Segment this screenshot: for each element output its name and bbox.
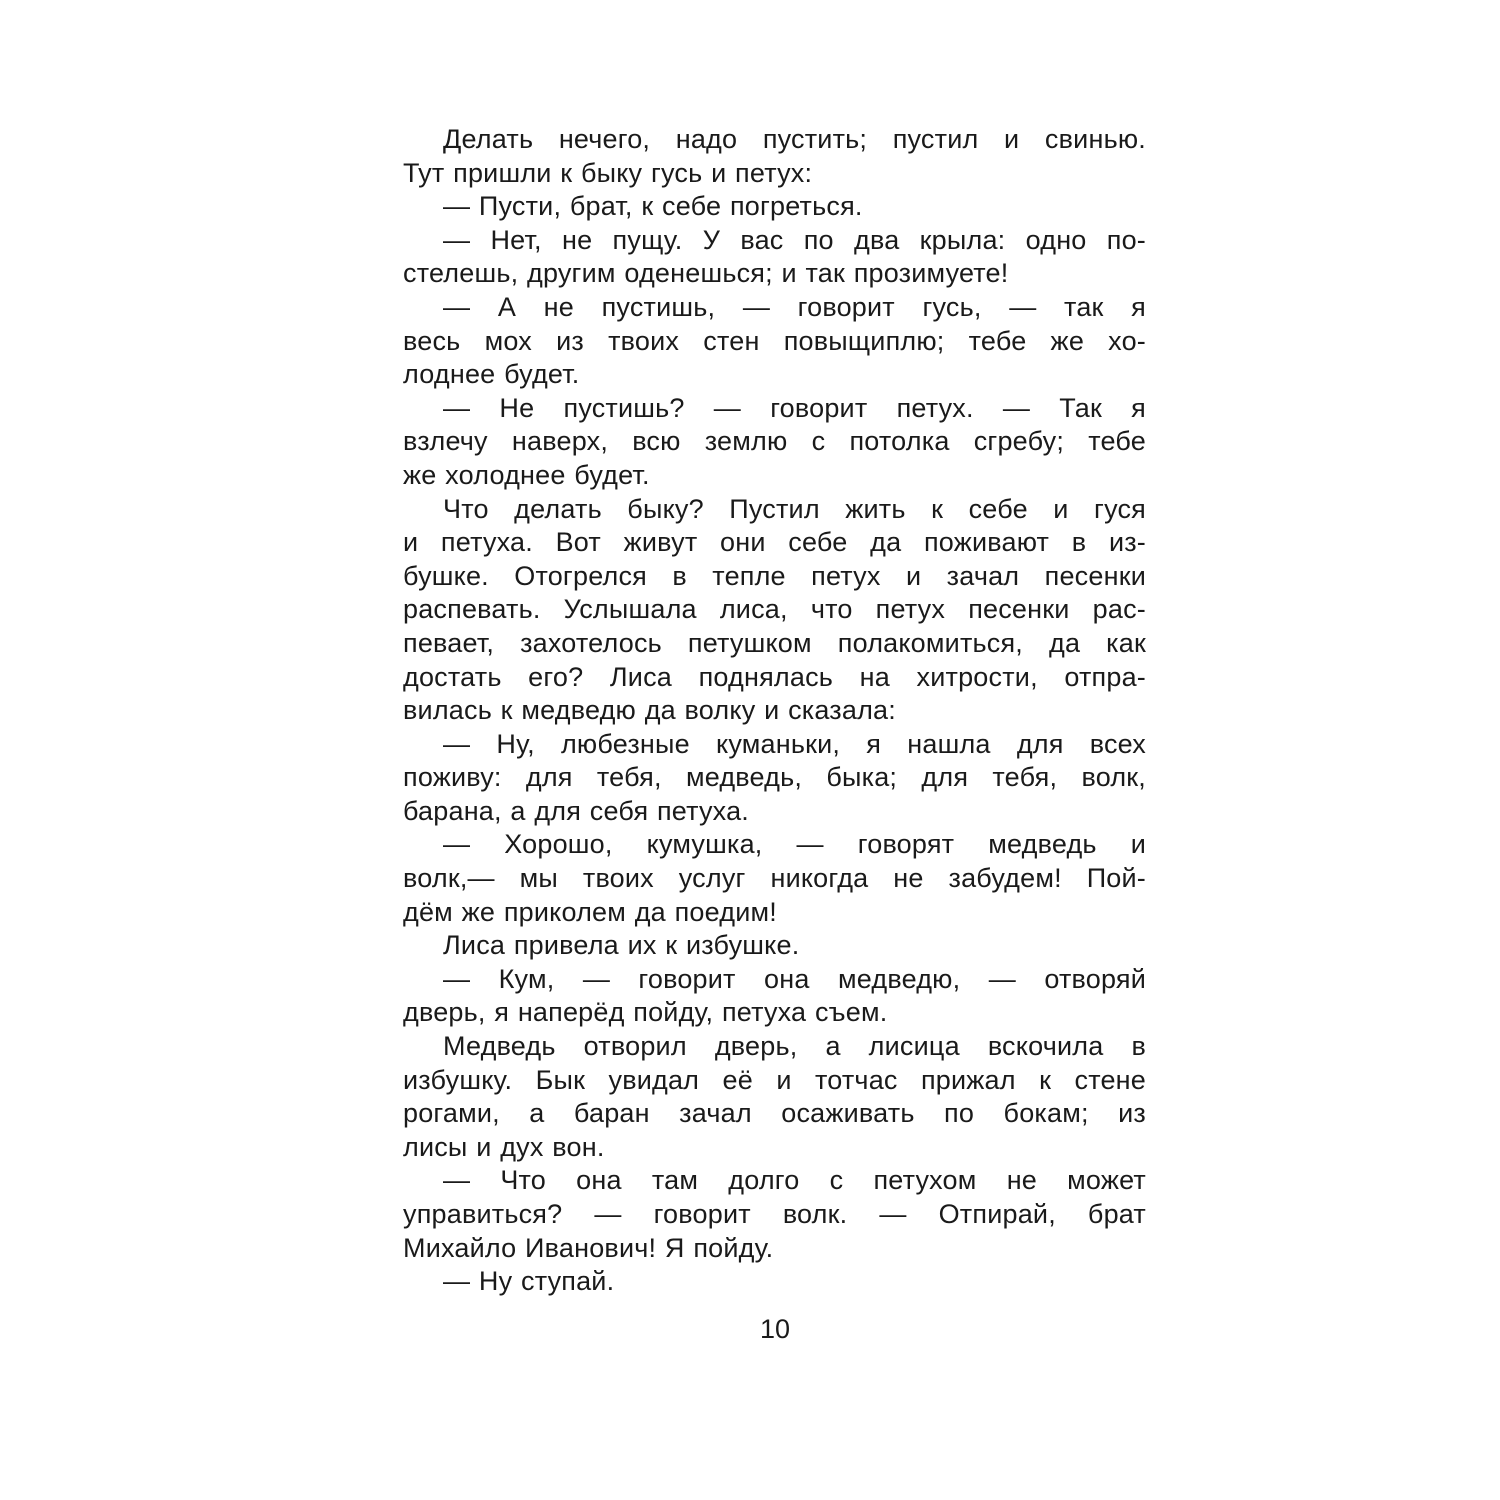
text-line: — Что она там долго с петухом не может: [443, 1165, 1146, 1196]
text-line: Медведь отворил дверь, а лисица вскочила в: [443, 1031, 1146, 1062]
text-line: — Не пустишь? — говорит петух. — Так я: [443, 392, 1146, 423]
text-line: — Пусти, брат, к себе погреться.: [443, 191, 863, 222]
text-line: — Нет, не пущу. У вас по два крыла: одно по-: [443, 224, 1146, 255]
text-line: Что делать быку? Пустил жить к себе и гуся: [443, 493, 1146, 524]
text-line: управиться? — говорит волк. — Отпирай, брат: [403, 1199, 1146, 1229]
text-line: рогами, а баран зачал осаживать по бокам; из: [403, 1098, 1146, 1129]
text-line: и петуха. Вот живут они себе да поживают в из-: [403, 527, 1146, 558]
text-line: Михайло Иванович! Я пойду.: [403, 1232, 774, 1263]
text-line: взлечу наверх, всю землю с потолка сгребу; тебе: [403, 426, 1146, 457]
text-line: — Кум, — говорит она медведю, — отворяй: [443, 963, 1146, 994]
text-line: Лиса привела их к избушке.: [443, 930, 800, 961]
page-number: 10: [759, 1314, 791, 1344]
text-line: поживу: для тебя, медведь, быка; для тебя, волк,: [403, 762, 1146, 793]
text-line: барана, а для себя петуха.: [403, 795, 750, 826]
text-line: дверь, я наперёд пойду, петуха съем.: [403, 997, 888, 1028]
text-line: весь мох из твоих стен повыщиплю; тебе же хо-: [403, 325, 1146, 356]
text-line: же холоднее будет.: [403, 459, 650, 490]
text-line: достать его? Лиса поднялась на хитрости, отпра-: [403, 661, 1146, 692]
text-line: бушке. Отогрелся в тепле петух и зачал песенки: [403, 560, 1146, 591]
page-body-text: [403, 123, 1146, 1299]
text-line: волк,— мы твоих услуг никогда не забудем! Пой-: [403, 863, 1146, 894]
text-line: лоднее будет.: [403, 359, 580, 390]
text-line: дём же приколем да поедим!: [403, 896, 777, 927]
text-line: — Ну, любезные куманьки, я нашла для всех: [443, 728, 1146, 759]
text-line: лисы и дух вон.: [403, 1131, 605, 1162]
text-line: Тут пришли к быку гусь и петух:: [403, 157, 813, 188]
text-line: Делать нечего, надо пустить; пустил и свинью.: [443, 124, 1146, 154]
text-line: вилась к медведю да волку и сказала:: [403, 695, 896, 726]
text-line: — А не пустишь, — говорит гусь, — так я: [443, 291, 1146, 322]
text-line: стелешь, другим оденешься; и так прозимуете!: [403, 258, 1009, 289]
text-line: избушку. Бык увидал её и тотчас прижал к стене: [403, 1064, 1146, 1095]
text-line: распевать. Услышала лиса, что петух песенки рас-: [403, 594, 1146, 625]
text-line: — Хорошо, кумушка, — говорят медведь и: [443, 829, 1146, 860]
text-line: певает, захотелось петушком полакомиться, да как: [403, 627, 1146, 658]
text-line: — Ну ступай.: [443, 1266, 615, 1297]
